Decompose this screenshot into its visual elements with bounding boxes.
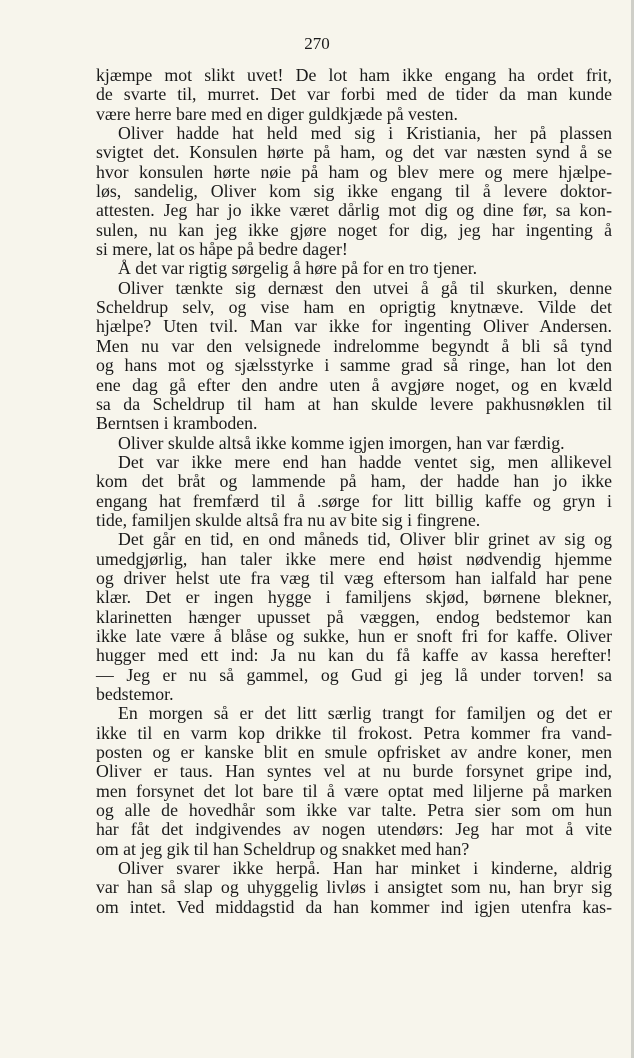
text-line: klarinetten hænger upusset på væggen, endog bedstemor kan xyxy=(96,606,612,627)
text-line: hjælpe? Uten tvil. Man var ikke for ingenting Oliver Andersen. xyxy=(96,316,612,337)
text-line: svigtet det. Konsulen hørte på ham, og det var næsten synd å se xyxy=(96,142,612,163)
text-line: hugger med ett ind: Ja nu kan du få kaffe av kassa herefter! xyxy=(96,645,612,666)
text-line: og hans mot og sjælsstyrke i samme grad så ringe, han lot den xyxy=(96,355,612,376)
text-line: tide, familjen skulde altså fra nu av bite sig i fingrene. xyxy=(96,509,481,530)
text-line: Oliver hadde hat held med sig i Kristiania, her på plassen xyxy=(118,123,612,144)
text-line: kom det bråt og lammende på ham, der hadde han jo ikke xyxy=(96,471,612,492)
text-line: om intet. Ved middagstid da han kommer ind igjen utenfra kas- xyxy=(96,896,612,917)
text-line: ene dag gå efter den andre uten å avgjøre noget, og en kvæld xyxy=(96,374,612,395)
text-line: ikke late være å blåse og sukke, hun er snoft fri for kaffe. Oliver xyxy=(96,625,612,646)
text-line: Men nu var den velsignede indrelomme begyndt å bli så tynd xyxy=(96,335,612,356)
text-line: løs, sandelig, Oliver kom sig ikke engang til å levere doktor- xyxy=(96,181,612,202)
text-line: umedgjørlig, han taler ikke mere end høist nødvendig hjemme xyxy=(96,548,612,569)
text-line: ikke til en varm kop drikke til frokost. Petra kommer fra vand- xyxy=(96,722,612,743)
page-number: 270 xyxy=(304,34,330,53)
text-line: var han så slap og uhyggelig livløs i ansigtet som nu, han bryr sig xyxy=(96,877,612,898)
text-line: Å det var rigtig sørgelig å høre på for en tro tjener. xyxy=(118,258,478,279)
text-line: bedstemor. xyxy=(96,684,174,704)
text-line: sulen, nu kan jeg ikke gjøre noget for dig, jeg har ingenting å xyxy=(96,219,612,240)
text-line: de svarte til, murret. Det var forbi med de tider da man kunde xyxy=(96,84,612,105)
text-line: Oliver er taus. Han syntes vel at nu burde forsynet gripe ind, xyxy=(96,761,612,782)
text-line: og driver helst ute fra væg til væg eftersom han ialfald har pene xyxy=(96,567,612,588)
text-line: si mere, lat os håpe på bedre dager! xyxy=(96,239,348,260)
text-line: attesten. Jeg har jo ikke været dårlig mot dig og dine før, sa kon- xyxy=(96,200,612,221)
text-block xyxy=(96,66,612,917)
text-line: Det går en tid, en ond måneds tid, Oliver blir grinet av sig og xyxy=(118,529,612,550)
text-line: Berntsen i kramboden. xyxy=(96,413,258,434)
text-line: sa da Scheldrup til ham at han skulde levere pakhusnøklen til xyxy=(96,393,612,414)
text-line: — Jeg er nu så gammel, og Gud gi jeg lå under torven! sa xyxy=(96,664,612,685)
text-line: klær. Det er ingen hygge i familjens skjød, børnene blekner, xyxy=(96,587,612,608)
text-line: posten og er kanske blit en smule opfrisket av andre koner, men xyxy=(96,742,612,763)
text-line: Oliver tænkte sig dernæst den utvei å gå til skurken, denne xyxy=(118,277,612,298)
text-line: men forsynet det lot bare til å være optat med liljerne på marken xyxy=(96,780,612,801)
text-line: En morgen så er det litt særlig trangt for familjen og det er xyxy=(118,703,612,724)
text-line: og alle de hovedhår som ikke var talte. Petra sier som om hun xyxy=(96,800,612,821)
text-line: engang hat fremfærd til å .sørge for litt billig kaffe og gryn i xyxy=(96,490,612,511)
text-line: Oliver skulde altså ikke komme igjen imorgen, han var færdig. xyxy=(118,432,565,453)
text-line: Oliver svarer ikke herpå. Han har minket i kinderne, aldrig xyxy=(118,858,612,879)
text-line: være herre bare med en diger guldkjæde på vesten. xyxy=(96,103,458,124)
text-line: Det var ikke mere end han hadde ventet sig, men allikevel xyxy=(118,451,612,472)
text-line: har fåt det indgivendes av nogen utendørs: Jeg har mot å vite xyxy=(96,819,612,840)
text-line: kjæmpe mot slikt uvet! De lot ham ikke engang ha ordet frit, xyxy=(96,65,612,85)
text-line: om at jeg gik til han Scheldrup og snakket med han? xyxy=(96,838,470,859)
text-line: Scheldrup selv, og vise ham en oprigtig knytnæve. Vilde det xyxy=(96,297,612,318)
text-line: hvor konsulen hørte nøie på ham og blev mere og mere hjælpe- xyxy=(96,161,612,182)
